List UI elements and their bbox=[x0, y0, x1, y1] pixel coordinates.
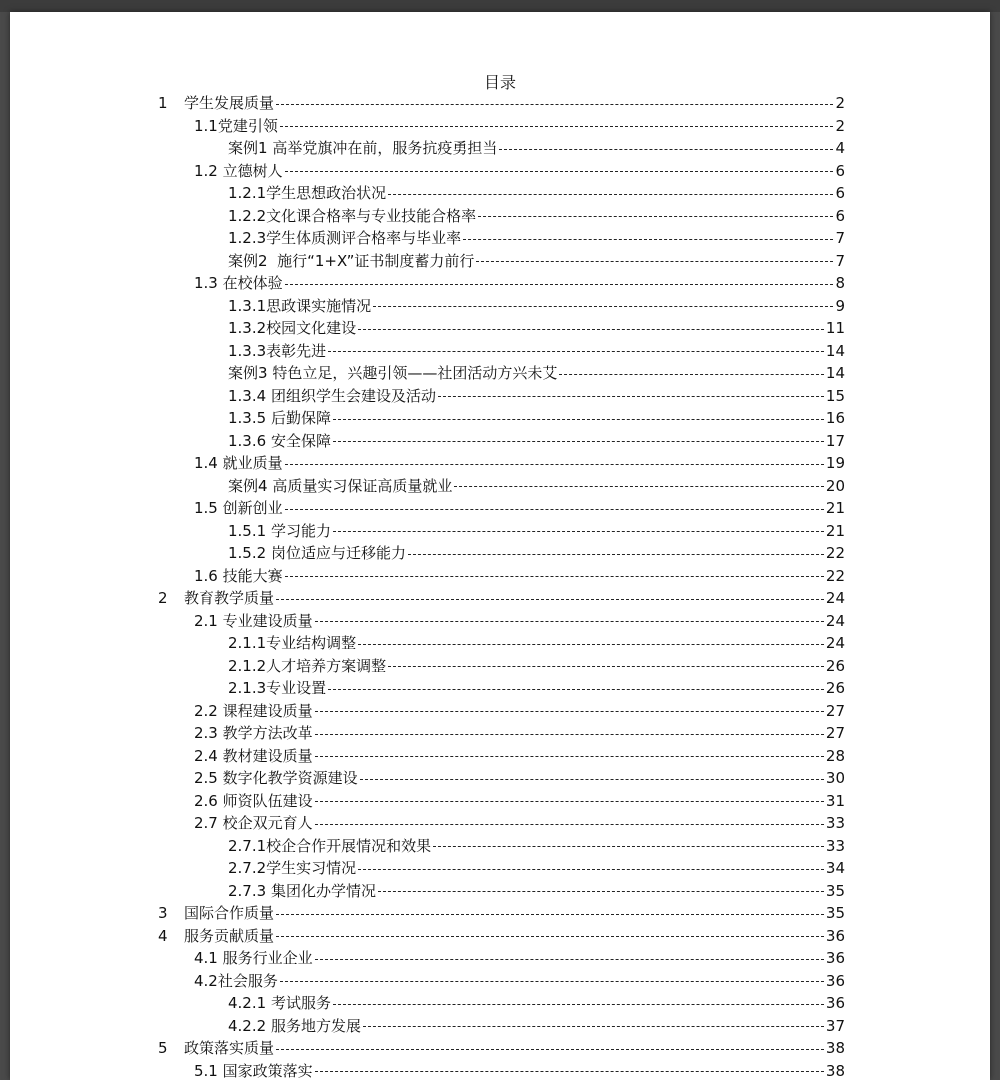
toc-entry-label: 社会服务 bbox=[217, 971, 278, 990]
dot-leader bbox=[478, 216, 833, 217]
toc-entry-number: 2.7.1 bbox=[228, 836, 267, 855]
toc-entry-page-number: 27 bbox=[825, 701, 845, 720]
viewer-top-bar bbox=[0, 0, 1000, 12]
toc-entry-page-number: 37 bbox=[825, 1016, 845, 1035]
toc-entry-label: 课程建设质量 bbox=[217, 701, 313, 720]
toc-entry-page-number: 11 bbox=[825, 319, 845, 338]
toc-entry-number: 1.3.4 bbox=[228, 386, 267, 405]
dot-leader bbox=[285, 509, 824, 510]
toc-entry-page-number: 6 bbox=[835, 206, 845, 225]
toc-entry-page-number: 24 bbox=[825, 589, 845, 608]
toc-entry-page-number: 38 bbox=[825, 1039, 845, 1058]
dot-leader bbox=[333, 1004, 824, 1005]
toc-entry-label: 学习能力 bbox=[266, 521, 331, 540]
toc-entry-page-number: 33 bbox=[825, 836, 845, 855]
toc-entry-number: 4.1 bbox=[194, 949, 218, 968]
toc-entry-label: 学生实习情况 bbox=[266, 859, 357, 878]
dot-leader bbox=[373, 306, 833, 307]
toc-entry-page-number: 22 bbox=[825, 544, 845, 563]
toc-entry-page-number: 2 bbox=[835, 116, 845, 135]
toc-entry-page-number: 22 bbox=[825, 566, 845, 585]
toc-entry-page-number: 16 bbox=[825, 409, 845, 428]
toc-entry[interactable] bbox=[158, 160, 845, 183]
dot-leader bbox=[388, 194, 833, 195]
toc-entry-number: 1.3.2 bbox=[228, 319, 267, 338]
dot-leader bbox=[328, 689, 824, 690]
toc-entry-label: 数字化教学资源建设 bbox=[217, 769, 358, 788]
toc-entry-number: 1.5.1 bbox=[228, 521, 267, 540]
toc-entry-label: 施行“1+X”证书制度蓄力前行 bbox=[267, 251, 475, 270]
dot-leader bbox=[276, 599, 824, 600]
dot-leader bbox=[360, 779, 824, 780]
toc-entry[interactable] bbox=[158, 92, 845, 115]
toc-entry-page-number: 33 bbox=[825, 814, 845, 833]
toc-entry-page-number: 17 bbox=[825, 431, 845, 450]
toc-entry[interactable] bbox=[158, 790, 845, 813]
toc-entry[interactable] bbox=[158, 700, 845, 723]
dot-leader bbox=[433, 846, 824, 847]
toc-entry-number: 2 bbox=[158, 589, 168, 608]
toc-entry-page-number: 19 bbox=[825, 454, 845, 473]
dot-leader bbox=[315, 801, 824, 802]
dot-leader bbox=[285, 171, 833, 172]
toc-entry-label: 服务地方发展 bbox=[266, 1016, 361, 1035]
toc-entry-number: 2.1 bbox=[194, 611, 218, 630]
toc-entry[interactable] bbox=[158, 835, 845, 858]
toc-entry-page-number: 38 bbox=[825, 1061, 845, 1080]
dot-leader bbox=[276, 914, 824, 915]
toc-title: 目录 bbox=[483, 73, 516, 92]
toc-entry-label: 表彰先进 bbox=[266, 341, 327, 360]
toc-entry[interactable] bbox=[158, 452, 845, 475]
dot-leader bbox=[285, 576, 824, 577]
toc-entry[interactable] bbox=[158, 970, 845, 993]
toc-entry-label: 政策落实质量 bbox=[184, 1039, 275, 1058]
toc-entry-page-number: 14 bbox=[825, 364, 845, 383]
toc-entry-number: 1.3.6 bbox=[228, 431, 267, 450]
dot-leader bbox=[315, 756, 824, 757]
document-page bbox=[10, 12, 990, 1080]
toc-entry-number: 5 bbox=[158, 1039, 168, 1058]
toc-entry-page-number: 8 bbox=[835, 274, 845, 293]
toc-entry-label: 专业设置 bbox=[266, 679, 327, 698]
toc-entry-number: 案例2 bbox=[228, 251, 268, 270]
toc-entry-page-number: 20 bbox=[825, 476, 845, 495]
toc-entry-number: 1.2 bbox=[194, 161, 218, 180]
toc-entry-label: 教学方法改革 bbox=[217, 724, 313, 743]
toc-entry-page-number: 30 bbox=[825, 769, 845, 788]
table-of-contents bbox=[158, 92, 845, 1080]
toc-entry[interactable] bbox=[158, 880, 845, 903]
toc-entry-label: 校园文化建设 bbox=[266, 319, 357, 338]
toc-entry-number: 4.2.1 bbox=[228, 994, 267, 1013]
toc-entry-label: 教育教学质量 bbox=[184, 589, 275, 608]
toc-entry[interactable] bbox=[158, 137, 845, 160]
toc-entry-page-number: 7 bbox=[835, 251, 845, 270]
toc-entry-number: 1.2.1 bbox=[228, 184, 267, 203]
toc-entry-label: 文化课合格率与专业技能合格率 bbox=[266, 206, 477, 225]
dot-leader bbox=[363, 1026, 824, 1027]
dot-leader bbox=[315, 824, 824, 825]
toc-entry-label: 集团化办学情况 bbox=[266, 881, 376, 900]
toc-entry[interactable] bbox=[158, 317, 845, 340]
toc-entry-label: 党建引领 bbox=[217, 116, 278, 135]
toc-entry[interactable] bbox=[158, 385, 845, 408]
toc-entry-number: 2.4 bbox=[194, 746, 218, 765]
toc-entry-page-number: 36 bbox=[825, 971, 845, 990]
dot-leader bbox=[333, 531, 824, 532]
toc-entry-page-number: 34 bbox=[825, 859, 845, 878]
toc-entry-number: 案例1 bbox=[228, 139, 268, 158]
toc-entry-page-number: 14 bbox=[825, 341, 845, 360]
dot-leader bbox=[285, 284, 833, 285]
toc-entry-number: 1.5 bbox=[194, 499, 218, 518]
toc-entry-number: 1.2.3 bbox=[228, 229, 267, 248]
dot-leader bbox=[388, 666, 824, 667]
toc-entry-number: 2.1.2 bbox=[228, 656, 267, 675]
dot-leader bbox=[328, 351, 824, 352]
toc-entry[interactable] bbox=[158, 902, 845, 925]
toc-entry-number: 2.7 bbox=[194, 814, 218, 833]
toc-entry-page-number: 4 bbox=[835, 139, 845, 158]
toc-entry-number: 4 bbox=[158, 926, 168, 945]
toc-entry-label: 校企双元育人 bbox=[217, 814, 313, 833]
toc-entry-page-number: 26 bbox=[825, 656, 845, 675]
toc-entry[interactable] bbox=[158, 857, 845, 880]
toc-entry[interactable] bbox=[158, 632, 845, 655]
toc-entry-page-number: 24 bbox=[825, 634, 845, 653]
toc-entry-number: 1.1 bbox=[194, 116, 218, 135]
toc-entry-label: 国家政策落实 bbox=[217, 1061, 313, 1080]
toc-entry-label: 学生发展质量 bbox=[184, 94, 275, 113]
toc-entry-number: 1.3.5 bbox=[228, 409, 267, 428]
toc-entry[interactable] bbox=[158, 362, 845, 385]
dot-leader bbox=[315, 621, 824, 622]
toc-entry-number: 2.3 bbox=[194, 724, 218, 743]
toc-entry-page-number: 35 bbox=[825, 881, 845, 900]
toc-entry-page-number: 21 bbox=[825, 499, 845, 518]
toc-entry-number: 1 bbox=[158, 94, 168, 113]
toc-entry[interactable] bbox=[158, 610, 845, 633]
toc-entry-label: 在校体验 bbox=[217, 274, 283, 293]
toc-entry[interactable] bbox=[158, 925, 845, 948]
toc-entry[interactable] bbox=[158, 295, 845, 318]
toc-entry-number: 1.4 bbox=[194, 454, 218, 473]
dot-leader bbox=[358, 644, 824, 645]
toc-entry-number: 2.1.1 bbox=[228, 634, 267, 653]
toc-entry-page-number: 26 bbox=[825, 679, 845, 698]
toc-entry-number: 1.3.1 bbox=[228, 296, 267, 315]
toc-entry-number: 案例4 bbox=[228, 476, 268, 495]
toc-entry[interactable] bbox=[158, 227, 845, 250]
toc-entry-page-number: 15 bbox=[825, 386, 845, 405]
dot-leader bbox=[315, 1071, 824, 1072]
toc-entry-label: 立德树人 bbox=[217, 161, 283, 180]
toc-entry-label: 服务行业企业 bbox=[217, 949, 313, 968]
toc-entry-number: 案例3 bbox=[228, 364, 268, 383]
dot-leader bbox=[276, 1049, 824, 1050]
toc-entry-label: 人才培养方案调整 bbox=[266, 656, 387, 675]
toc-entry[interactable] bbox=[158, 115, 845, 138]
toc-entry-number: 3 bbox=[158, 904, 168, 923]
dot-leader bbox=[378, 891, 824, 892]
dot-leader bbox=[315, 734, 824, 735]
toc-entry-label: 技能大赛 bbox=[217, 566, 283, 585]
dot-leader bbox=[358, 869, 824, 870]
toc-entry-page-number: 28 bbox=[825, 746, 845, 765]
dot-leader bbox=[476, 261, 833, 262]
toc-entry-label: 专业结构调整 bbox=[266, 634, 357, 653]
toc-entry[interactable] bbox=[158, 1037, 845, 1060]
dot-leader bbox=[280, 126, 833, 127]
dot-leader bbox=[276, 104, 833, 105]
toc-entry-page-number: 6 bbox=[835, 161, 845, 180]
toc-entry[interactable] bbox=[158, 475, 845, 498]
toc-entry-label: 教材建设质量 bbox=[217, 746, 313, 765]
dot-leader bbox=[438, 396, 824, 397]
toc-entry-page-number: 24 bbox=[825, 611, 845, 630]
toc-entry-label: 团组织学生会建设及活动 bbox=[266, 386, 436, 405]
toc-entry[interactable] bbox=[158, 542, 845, 565]
toc-entry-label: 专业建设质量 bbox=[217, 611, 313, 630]
toc-entry-number: 2.2 bbox=[194, 701, 218, 720]
toc-entry-number: 1.2.2 bbox=[228, 206, 267, 225]
toc-entry-label: 安全保障 bbox=[266, 431, 331, 450]
toc-entry[interactable] bbox=[158, 767, 845, 790]
dot-leader bbox=[333, 419, 824, 420]
toc-entry[interactable] bbox=[158, 205, 845, 228]
toc-entry-label: 岗位适应与迁移能力 bbox=[266, 544, 406, 563]
toc-entry[interactable] bbox=[158, 745, 845, 768]
toc-entry[interactable] bbox=[158, 182, 845, 205]
toc-entry-label: 国际合作质量 bbox=[184, 904, 275, 923]
dot-leader bbox=[499, 149, 833, 150]
toc-entry-number: 1.5.2 bbox=[228, 544, 267, 563]
toc-entry-label: 考试服务 bbox=[266, 994, 331, 1013]
toc-entry[interactable] bbox=[158, 565, 845, 588]
toc-entry-number: 1.6 bbox=[194, 566, 218, 585]
toc-entry-page-number: 9 bbox=[835, 296, 845, 315]
toc-entry-number: 5.1 bbox=[194, 1061, 218, 1080]
dot-leader bbox=[454, 486, 824, 487]
toc-entry[interactable] bbox=[158, 947, 845, 970]
dot-leader bbox=[276, 936, 824, 937]
dot-leader bbox=[463, 239, 833, 240]
toc-entry-page-number: 6 bbox=[835, 184, 845, 203]
toc-entry-label: 高举党旗冲在前，服务抗疫勇担当 bbox=[267, 139, 498, 158]
toc-entry[interactable] bbox=[158, 497, 845, 520]
toc-entry-page-number: 2 bbox=[835, 94, 845, 113]
toc-entry[interactable] bbox=[158, 430, 845, 453]
toc-entry-label: 服务贡献质量 bbox=[184, 926, 275, 945]
toc-entry-page-number: 21 bbox=[825, 521, 845, 540]
dot-leader bbox=[408, 554, 824, 555]
toc-entry-number: 2.7.3 bbox=[228, 881, 267, 900]
toc-entry-label: 师资队伍建设 bbox=[217, 791, 313, 810]
toc-entry-label: 校企合作开展情况和效果 bbox=[266, 836, 432, 855]
toc-entry-number: 2.1.3 bbox=[228, 679, 267, 698]
toc-entry[interactable] bbox=[158, 587, 845, 610]
toc-entry-label: 创新创业 bbox=[217, 499, 283, 518]
toc-entry[interactable] bbox=[158, 992, 845, 1015]
toc-entry-page-number: 36 bbox=[825, 926, 845, 945]
toc-entry-label: 思政课实施情况 bbox=[266, 296, 372, 315]
toc-entry-label: 就业质量 bbox=[217, 454, 283, 473]
dot-leader bbox=[559, 374, 824, 375]
toc-entry-number: 4.2 bbox=[194, 971, 218, 990]
toc-entry-number: 1.3.3 bbox=[228, 341, 267, 360]
toc-entry-number: 4.2.2 bbox=[228, 1016, 267, 1035]
dot-leader bbox=[285, 464, 824, 465]
toc-entry-page-number: 31 bbox=[825, 791, 845, 810]
toc-entry-number: 2.6 bbox=[194, 791, 218, 810]
dot-leader bbox=[315, 959, 824, 960]
toc-entry-label: 特色立足，兴趣引领——社团活动方兴未艾 bbox=[267, 364, 558, 383]
toc-entry-page-number: 35 bbox=[825, 904, 845, 923]
toc-entry-label: 后勤保障 bbox=[266, 409, 331, 428]
toc-entry[interactable] bbox=[158, 250, 845, 273]
toc-entry[interactable] bbox=[158, 340, 845, 363]
dot-leader bbox=[280, 981, 824, 982]
toc-entry-label: 学生思想政治状况 bbox=[266, 184, 387, 203]
toc-entry[interactable] bbox=[158, 655, 845, 678]
toc-entry[interactable] bbox=[158, 272, 845, 295]
toc-entry-label: 高质量实习保证高质量就业 bbox=[267, 476, 453, 495]
toc-entry[interactable] bbox=[158, 1015, 845, 1038]
toc-entry[interactable] bbox=[158, 677, 845, 700]
toc-entry-page-number: 36 bbox=[825, 994, 845, 1013]
toc-entry[interactable] bbox=[158, 1060, 845, 1080]
dot-leader bbox=[315, 711, 824, 712]
toc-entry-page-number: 7 bbox=[835, 229, 845, 248]
toc-entry[interactable] bbox=[158, 812, 845, 835]
toc-entry[interactable] bbox=[158, 407, 845, 430]
toc-entry-number: 1.3 bbox=[194, 274, 218, 293]
toc-entry[interactable] bbox=[158, 722, 845, 745]
toc-entry-number: 2.7.2 bbox=[228, 859, 267, 878]
dot-leader bbox=[358, 329, 824, 330]
dot-leader bbox=[333, 441, 824, 442]
toc-entry-number: 2.5 bbox=[194, 769, 218, 788]
toc-entry[interactable] bbox=[158, 520, 845, 543]
toc-entry-page-number: 27 bbox=[825, 724, 845, 743]
toc-entry-label: 学生体质测评合格率与毕业率 bbox=[266, 229, 462, 248]
toc-entry-page-number: 36 bbox=[825, 949, 845, 968]
